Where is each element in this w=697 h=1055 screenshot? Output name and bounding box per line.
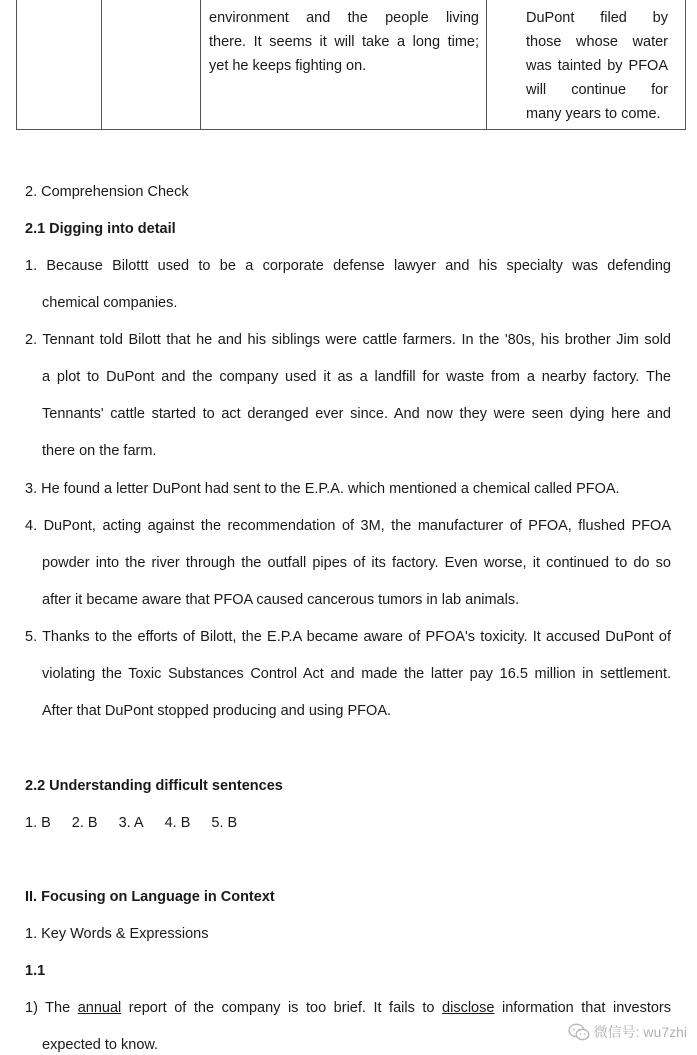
table-cell-outcome: DuPont filed by those whose water was tainted by PFOA will continue for many years to come. (526, 10, 668, 122)
underlined-word: disclose (442, 1000, 495, 1016)
underlined-word: annual (77, 1000, 122, 1016)
answer: 2. B (71, 815, 98, 831)
subsection-title: 1.1 (25, 963, 46, 979)
summary-table (16, 0, 686, 130)
answer: 5. B (211, 815, 238, 831)
section-title: 1. Key Words & Expressions (25, 926, 209, 942)
table-divider (101, 0, 102, 129)
wechat-icon (568, 1023, 590, 1041)
section-title: 2. Comprehension Check (25, 184, 189, 200)
answer: 3. A (118, 815, 144, 831)
table-divider (200, 0, 201, 129)
answer: 4. B (164, 815, 191, 831)
subsection-title: 2.1 Digging into detail (25, 221, 176, 237)
part-title: II. Focusing on Language in Context (25, 889, 275, 905)
answer-list (25, 813, 258, 833)
answer: 1. B (25, 815, 51, 831)
table-cell-description: environment and the people living there. It seems it will take a long time; yet he keeps fighting on. (209, 10, 479, 74)
subsection-title: 2.2 Understanding difficult sentences (25, 778, 283, 794)
table-divider (486, 0, 487, 129)
watermark: 微信号: wu7zhi (568, 1022, 687, 1042)
